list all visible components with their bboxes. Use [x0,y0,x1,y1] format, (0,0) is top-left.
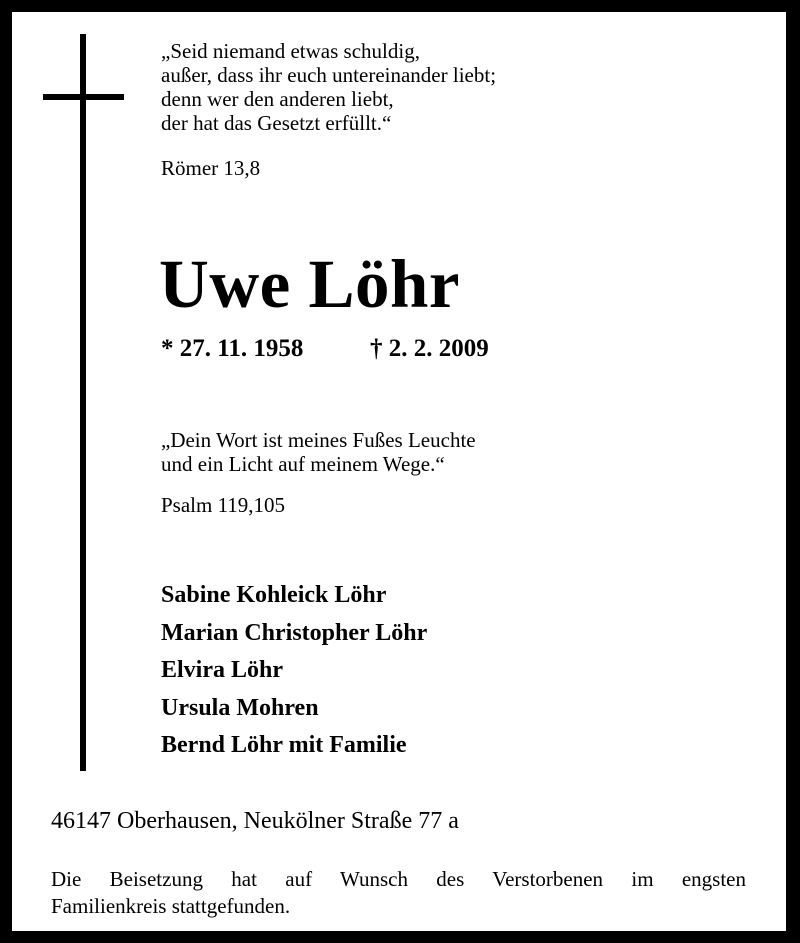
cross-icon-horizontal-bar [43,94,124,100]
epigraph-line: denn wer den anderen liebt, [161,87,394,111]
verse-quote [161,428,476,476]
funeral-notice [51,866,746,920]
cross-icon-vertical-bar [80,34,86,771]
verse-reference: Psalm 119,105 [161,493,286,517]
epigraph-line: außer, dass ihr euch untereinander liebt; [161,63,497,87]
mourner-name: Bernd Löhr mit Familie [161,732,407,758]
epigraph-line: „Seid niemand etwas schuldig, [161,39,420,63]
notice-line: Die Beisetzung hat auf Wunsch des Verstorbenen im engsten [51,867,746,891]
notice-line: Familienkreis stattgefunden. [51,894,291,918]
epigraph-reference: Römer 13,8 [161,156,261,180]
mourner-name: Sabine Kohleick Löhr [161,582,387,608]
epigraph-line: der hat das Gesetzt erfüllt.“ [161,111,392,135]
deceased-name: Uwe Löhr [159,246,461,322]
mourner-name: Marian Christopher Löhr [161,619,428,646]
mourners-list [161,580,427,768]
birth-date: * 27. 11. 1958 [161,335,304,362]
verse-line: „Dein Wort ist meines Fußes Leuchte [161,428,476,452]
epigraph-quote [161,39,496,135]
mourner-name: Elvira Löhr [161,657,284,683]
verse-line: und ein Licht auf meinem Wege.“ [161,452,445,476]
mourner-name: Ursula Mohren [161,694,319,721]
death-date: † 2. 2. 2009 [370,335,489,362]
address: 46147 Oberhausen, Neukölner Straße 77 a [51,808,459,834]
